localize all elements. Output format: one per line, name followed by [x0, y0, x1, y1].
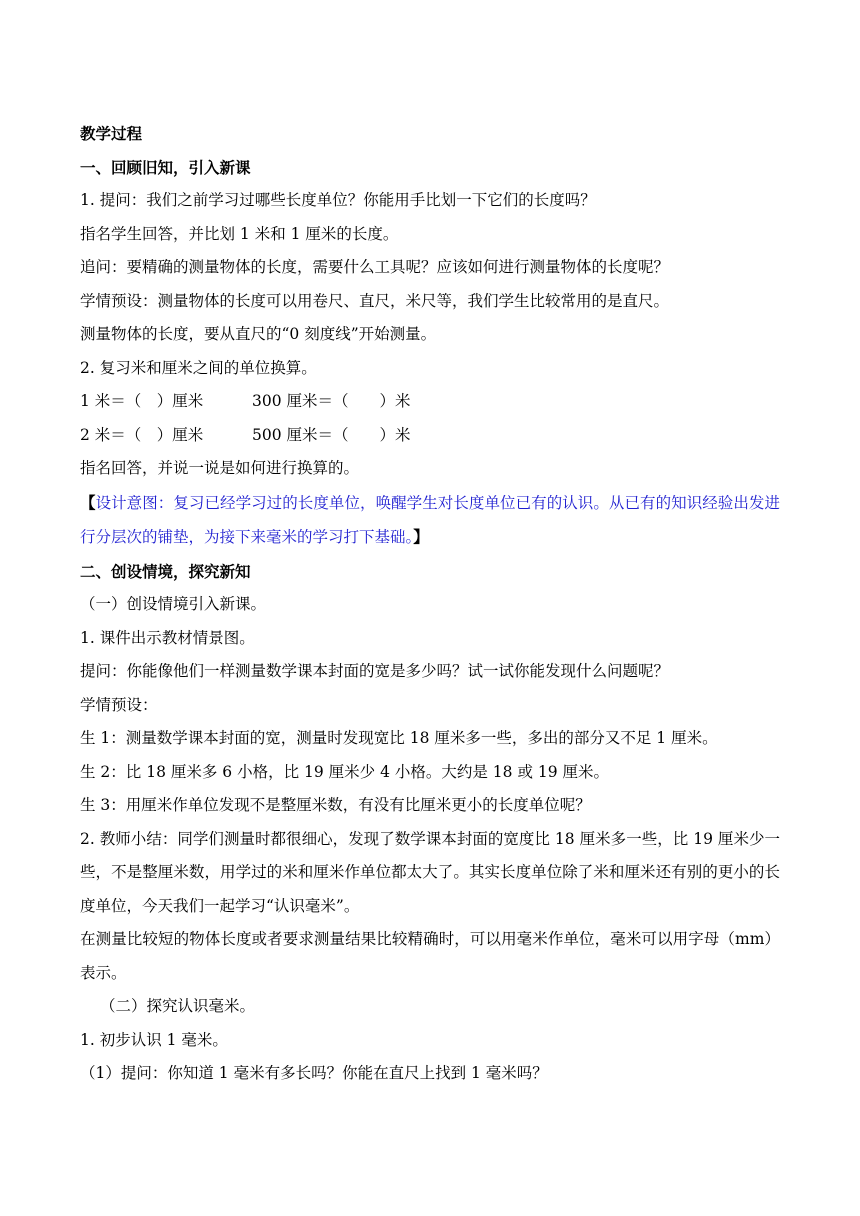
paragraph: 1. 课件出示教材情景图。	[80, 628, 255, 647]
paragraph: 指名学生回答，并比划 1 米和 1 厘米的长度。	[80, 224, 399, 243]
document-page	[80, 117, 780, 1091]
paragraph: 学情预设：测量物体的长度可以用卷尺、直尺，米尺等，我们学生比较常用的是直尺。	[80, 291, 670, 310]
paragraph: 提问：你能像他们一样测量数学课本封面的宽是多少吗？试一试你能发现什么问题呢？	[80, 662, 670, 680]
student-response: 生 2：比 18 厘米多 6 小格，比 19 厘米少 4 小格。大约是 18 或 19 厘米。	[80, 762, 610, 781]
student-response: 生 1：测量数学课本封面的宽，测量时发现宽比 18 厘米多一些，多出的部分又不足 1 厘米。	[80, 729, 718, 747]
paragraph: 学情预设：	[80, 695, 158, 714]
conversion-item: 1 米＝（ ）厘米	[80, 392, 204, 410]
paragraph: 1. 提问：我们之前学习过哪些长度单位？你能用手比划一下它们的长度吗？	[80, 191, 596, 209]
document-title: 教学过程	[80, 124, 143, 143]
conversion-row-2	[80, 419, 780, 453]
student-response: 生 3：用厘米作单位发现不是整厘米数，有没有比厘米更小的长度单位呢？	[80, 796, 591, 814]
subheading: （二）探究认识毫米。	[100, 997, 256, 1015]
design-intent-note	[80, 486, 780, 555]
paragraph: 指名回答，并说一说是如何进行换算的。	[80, 459, 360, 477]
paragraph: 追问：要精确的测量物体的长度，需要什么工具呢？应该如何进行测量物体的长度呢？	[80, 258, 670, 276]
paragraph: （1）提问：你知道 1 毫米有多长吗？你能在直尺上找到 1 毫米吗？	[80, 1064, 548, 1082]
note-close-bracket: 】	[413, 527, 429, 546]
section1-heading: 一、回顾旧知，引入新课	[80, 157, 251, 177]
paragraph: 在测量比较短的物体长度或者要求测量结果比较精确时，可以用毫米作单位，毫米可以用字母（mm）表示。	[80, 930, 780, 982]
subheading: （一）创设情境引入新课。	[80, 595, 267, 613]
conversion-row-1	[80, 385, 780, 419]
paragraph: 测量物体的长度，要从直尺的“0 刻度线”开始测量。	[80, 325, 437, 343]
paragraph: 1. 初步认识 1 毫米。	[80, 1030, 228, 1049]
paragraph: 2. 复习米和厘米之间的单位换算。	[80, 358, 317, 377]
conversion-item: 500 厘米＝（ ）米	[252, 425, 411, 444]
note-open-bracket: 【	[80, 492, 96, 512]
conversion-item: 2 米＝（ ）厘米	[80, 425, 204, 444]
note-text: 设计意图：复习已经学习过的长度单位，唤醒学生对长度单位已有的认识。从已有的知识经验出发进行分层次的铺垫，为接下来毫米的学习打下基础。	[80, 493, 780, 546]
section2-heading: 二、创设情境，探究新知	[80, 561, 251, 581]
conversion-item: 300 厘米＝（ ）米	[252, 392, 411, 410]
teacher-summary: 2. 教师小结：同学们测量时都很细心，发现了数学课本封面的宽度比 18 厘米多一些，比 19 厘米少一些，不是整厘米数，用学过的米和厘米作单位都太大了。其实长度单位除了米和厘米还有别的更小的长度单位，今天我们一起学习“认识毫米”。	[80, 829, 780, 915]
